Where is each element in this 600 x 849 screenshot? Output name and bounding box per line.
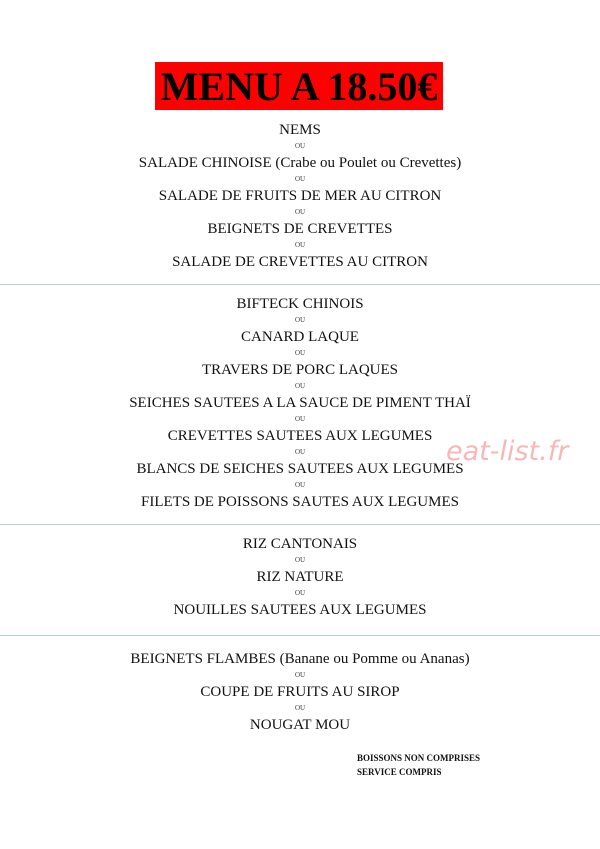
menu-dish: SALADE DE CREVETTES AU CITRON xyxy=(172,254,428,270)
separator-ou: OU xyxy=(294,415,306,423)
menu-dish: NOUGAT MOU xyxy=(249,717,351,733)
menu-dish: CANARD LAQUE xyxy=(241,329,359,345)
menu-dish: TRAVERS DE PORC LAQUES xyxy=(201,362,398,378)
separator-ou: OU xyxy=(294,448,306,456)
separator-ou: OU xyxy=(294,316,306,324)
menu-dish: BEIGNETS FLAMBES (Banane ou Pomme ou Ananas) xyxy=(130,651,470,667)
separator-ou: OU xyxy=(294,241,306,249)
separator-ou: OU xyxy=(294,481,306,489)
drinks-not-included-note: BOISSONS NON COMPRISES xyxy=(357,753,481,763)
menu-footer xyxy=(357,751,480,779)
menu-dish: BLANCS DE SEICHES SAUTEES AUX LEGUMES xyxy=(136,461,464,477)
menu-dish: CREVETTES SAUTEES AUX LEGUMES xyxy=(167,428,433,444)
separator-ou: OU xyxy=(294,208,306,216)
separator-ou: OU xyxy=(294,556,306,564)
watermark-text: eat-list.fr xyxy=(446,436,569,467)
separator-ou: OU xyxy=(294,142,306,150)
menu-dish: COUPE DE FRUITS AU SIROP xyxy=(200,684,400,700)
menu-dish: RIZ NATURE xyxy=(256,569,344,585)
section-divider xyxy=(0,635,600,636)
separator-ou: OU xyxy=(294,589,306,597)
menu-dish: RIZ CANTONAIS xyxy=(242,536,358,552)
menu-title: MENU A 18.50€ xyxy=(160,63,438,109)
menu-title-box xyxy=(155,62,443,110)
section-divider xyxy=(0,284,600,285)
section-divider xyxy=(0,524,600,525)
menu-dish: SALADE CHINOISE (Crabe ou Poulet ou Crevettes) xyxy=(138,155,462,171)
menu-dish: NEMS xyxy=(279,122,321,138)
separator-ou: OU xyxy=(294,704,306,712)
menu-dish: BEIGNETS DE CREVETTES xyxy=(207,221,393,237)
menu-dish: BIFTECK CHINOIS xyxy=(236,296,364,312)
menu-dish: FILETS DE POISSONS SAUTES AUX LEGUMES xyxy=(141,494,459,510)
menu-section-mains xyxy=(0,295,600,511)
menu-section-desserts xyxy=(0,650,600,734)
separator-ou: OU xyxy=(294,175,306,183)
menu-dish: SEICHES SAUTEES A LA SAUCE DE PIMENT THAÏ xyxy=(129,395,471,411)
menu-section-sides xyxy=(0,535,600,619)
menu-dish: NOUILLES SAUTEES AUX LEGUMES xyxy=(173,602,427,618)
menu-dish: SALADE DE FRUITS DE MER AU CITRON xyxy=(158,188,442,204)
separator-ou: OU xyxy=(294,671,306,679)
separator-ou: OU xyxy=(294,349,306,357)
separator-ou: OU xyxy=(294,382,306,390)
menu-section-starters xyxy=(0,121,600,271)
service-included-note: SERVICE COMPRIS xyxy=(357,767,442,777)
